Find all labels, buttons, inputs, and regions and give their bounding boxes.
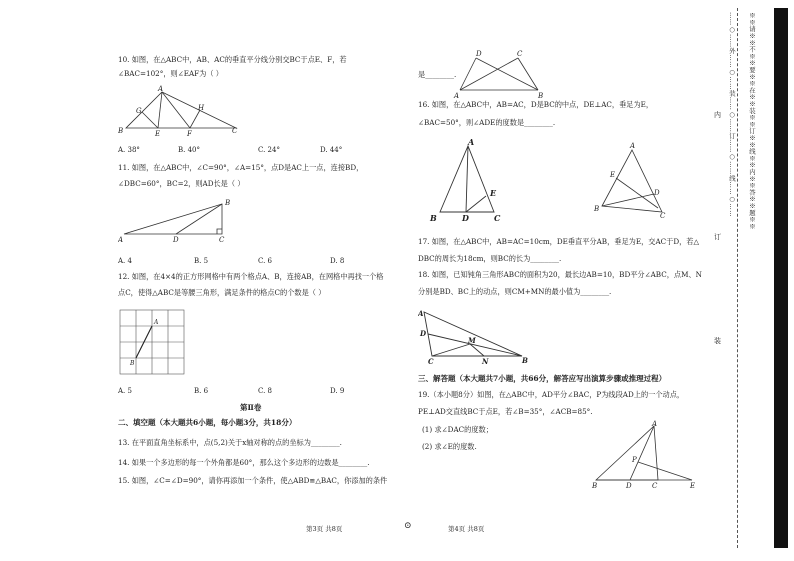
q16-label-e: E: [490, 188, 497, 198]
q19-line1: 19.（本小题8分）如图，在△ABC中，AD平分∠BAC，P为线段AD上的一个动点，: [418, 390, 685, 399]
q11-label-c: C: [219, 236, 225, 244]
q19-label-d: D: [626, 482, 632, 490]
q17-label-b: B: [594, 205, 600, 213]
q17-label-d: D: [654, 189, 660, 197]
q11-label-b: B: [225, 199, 231, 207]
binding-label-bind: 装: [714, 337, 721, 345]
q18-line1: 18. 如图，已知钝角三角形ABC的面积为20，最长边AB=10，BD平分∠ABC，点M、N: [418, 270, 702, 279]
q16-label-d: D: [462, 213, 469, 223]
q17-line2: DBC的周长为18cm，则BC的长为________.: [418, 254, 562, 263]
q19-label-a: A: [652, 420, 658, 428]
q11-figure: [118, 196, 268, 246]
q16-line2: ∠BAC=50°，则∠ADE的度数是________.: [418, 118, 556, 127]
q10-figure: [118, 84, 248, 140]
footer-center-mark: ⊙: [404, 521, 412, 531]
q10-label-b: B: [118, 127, 124, 135]
binding-warning-text: ※※请※※不※※要※※在※※装※※订※※线※※内※※答※※题※※: [748, 12, 756, 230]
q15-continued: 是________.: [418, 70, 457, 79]
q10-label-e: E: [155, 130, 161, 138]
q19-label-p: P: [632, 456, 637, 464]
q13: 13. 在平面直角坐标系中，点(5,2)关于x轴对称的点的坐标为________.: [118, 438, 342, 447]
binding-line: [737, 8, 739, 548]
q18-label-m: M: [468, 336, 476, 345]
q18-label-b: B: [522, 356, 528, 365]
q16-line1: 16. 如图，在△ABC中，AB=AC，D是BC的中点，DE⊥AC，垂足为E，: [418, 100, 654, 109]
q16-label-c: C: [494, 213, 501, 223]
binding-label-staple: 订: [714, 233, 721, 241]
q18-line2: 分别是BD、BC上的动点，则CM+MN的最小值为________.: [418, 287, 612, 296]
q15-figure: [450, 48, 550, 98]
q19-label-c: C: [652, 482, 658, 490]
q12-line1: 12. 如图，在4×4的正方形网格中有两个格点A、B，连接AB，在网格中再找一个格: [118, 272, 384, 281]
q11-label-a: A: [118, 236, 124, 244]
q12-label-b: B: [130, 360, 135, 367]
q18-label-d: D: [420, 329, 427, 338]
q16-label-a: A: [468, 138, 475, 147]
q15: 15. 如图，∠C=∠D=90°，请你再添加一个条件，使△ABD≌△BAC，你添加的条件: [118, 476, 388, 485]
q17-label-c: C: [660, 212, 666, 220]
q10-label-c: C: [232, 127, 238, 135]
footer-page-4: 第4页 共8页: [448, 525, 485, 533]
binding-line-markers: ……○……外……○……装……○……订……○……线……○……: [728, 12, 736, 218]
q17-label-a: A: [630, 142, 636, 150]
q19-figure: [588, 420, 700, 490]
q11-option-c: C. 6: [258, 257, 273, 265]
q10-line1: 10. 如图，在△ABC中，AB、AC的垂直平分线分别交BC于点E、F，若: [118, 55, 347, 64]
q16-figure: [428, 138, 508, 224]
q10-option-c: C. 24°: [258, 146, 280, 154]
q18-label-c: C: [428, 357, 434, 366]
q18-figure: [418, 306, 530, 366]
q11-option-d: D. 8: [330, 257, 345, 265]
q17-figure: [592, 140, 672, 220]
q19-label-b: B: [592, 482, 598, 490]
q10-label-f: F: [187, 130, 192, 138]
q19-sub2: (2) 求∠E的度数.: [422, 442, 477, 451]
q18-label-a: A: [418, 309, 424, 318]
q17-line1: 17. 如图，在△ABC中，AB=AC=10cm，DE垂直平分AB，垂足为E，交AC于D，若△: [418, 237, 700, 246]
q10-line2: ∠BAC=102°，则∠EAF为（ ）: [118, 69, 223, 78]
q10-option-b: B. 40°: [178, 146, 201, 154]
q12-option-c: C. 8: [258, 387, 273, 395]
binding-edge-strip: [774, 8, 788, 548]
q12-line2: 点C，使得△ABC是等腰三角形，满足条件的格点C的个数是（ ）: [118, 288, 326, 297]
q11-option-a: A. 4: [118, 257, 132, 265]
q10-label-a: A: [158, 85, 164, 93]
q10-option-d: D. 44°: [320, 146, 343, 154]
q12-grid-figure: [118, 308, 198, 376]
q19-sub1: (1) 求∠DAC的度数；: [422, 425, 493, 434]
part3-section: 三、解答题（本大题共7小题，共66分，解答应写出演算步骤或推理过程）: [418, 374, 667, 383]
q10-option-a: A. 38°: [118, 146, 140, 154]
q10-label-g: G: [136, 107, 142, 115]
q12-option-b: B. 6: [194, 387, 209, 395]
q18-label-n: N: [482, 357, 489, 366]
part2-title: 第Ⅱ卷: [240, 403, 262, 412]
part2-section: 二、填空题（本大题共6小题，每小题3分，共18分）: [118, 418, 297, 427]
q12-option-a: A. 5: [118, 387, 132, 395]
q11-line2: ∠DBC=60°，BC=2，则AD长是（ ）: [118, 179, 245, 188]
q16-label-b: B: [430, 213, 437, 223]
binding-sidebar: [700, 0, 794, 561]
q15-label-b: B: [538, 92, 544, 98]
q11-line1: 11. 如图，在△ABC中，∠C=90°，∠A=15°，点D是AC上一点，连接BD，: [118, 163, 364, 172]
q11-label-d: D: [173, 236, 179, 244]
q19-line2: PE⊥AD交直线BC于点E，若∠B=35°，∠ACB=85°.: [418, 407, 593, 416]
q10-label-h: H: [198, 104, 205, 112]
q15-label-c: C: [517, 50, 523, 58]
q12-label-a: A: [154, 319, 159, 326]
q19-label-e: E: [690, 482, 696, 490]
q17-label-e: E: [610, 171, 616, 179]
q15-label-d: D: [476, 50, 482, 58]
q15-label-a: A: [454, 92, 460, 98]
q11-option-b: B. 5: [194, 257, 209, 265]
binding-label-inner: 内: [714, 111, 721, 119]
q12-option-d: D. 9: [330, 387, 345, 395]
q14: 14. 如果一个多边形的每一个外角都是60°，那么这个多边形的边数是________.: [118, 458, 370, 467]
footer-page-3: 第3页 共8页: [306, 525, 343, 533]
